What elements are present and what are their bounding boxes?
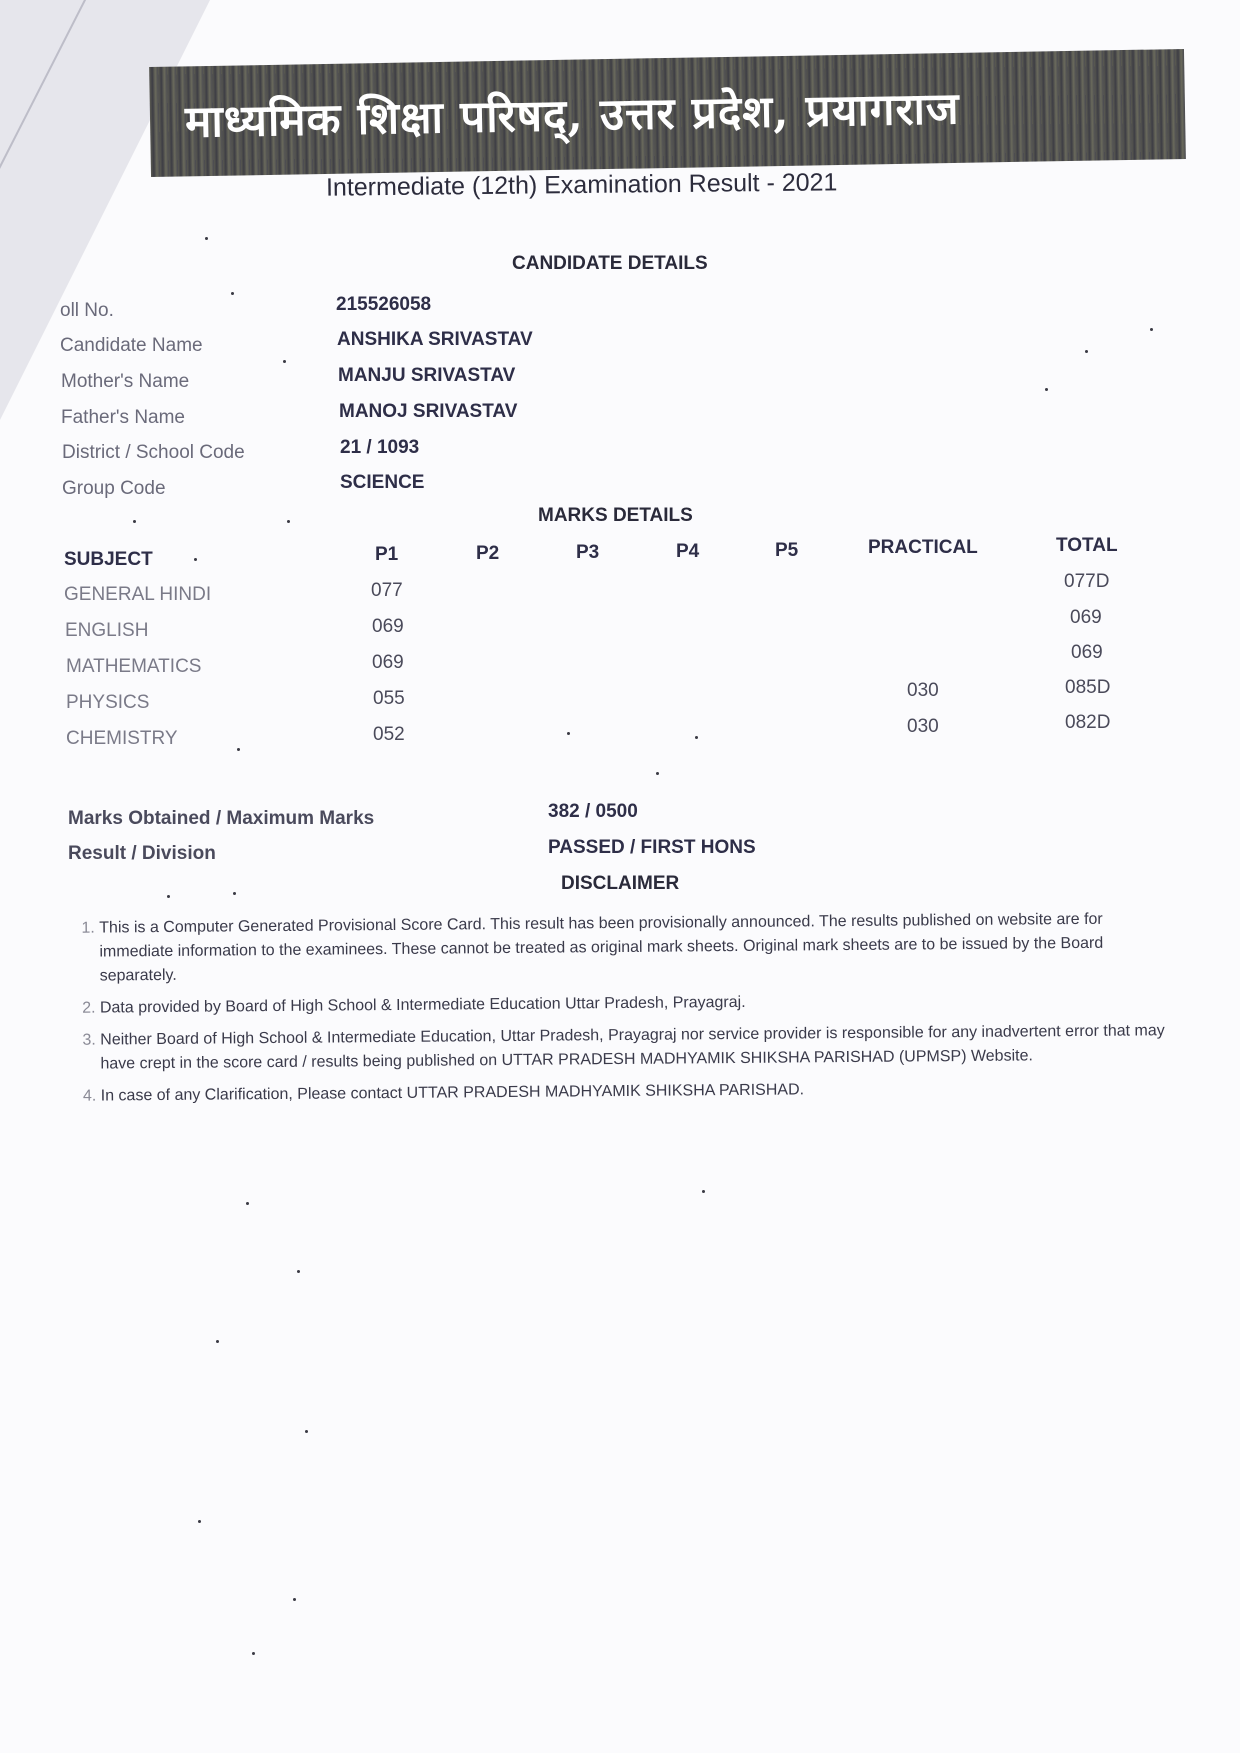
- header-p1: P1: [375, 544, 399, 565]
- row-physics-practical: 030: [907, 680, 939, 701]
- board-name-hindi: माध्यमिक शिक्षा परिषद्, उत्तर प्रदेश, प्रयागराज: [184, 83, 960, 148]
- marks-obtained-value: 382 / 0500: [548, 801, 638, 822]
- row-english-p1: 069: [372, 616, 404, 637]
- scan-speck: [1045, 388, 1048, 391]
- scan-speck: [194, 558, 197, 561]
- district-school-code-value: 21 / 1093: [340, 437, 420, 458]
- scan-speck: [216, 1340, 219, 1343]
- header-subject: SUBJECT: [64, 549, 153, 570]
- scan-speck: [1150, 328, 1153, 331]
- header-p4: P4: [676, 541, 700, 562]
- row-mathematics-p1: 069: [372, 652, 404, 673]
- header-p5: P5: [775, 540, 799, 561]
- group-code-label: Group Code: [62, 478, 166, 499]
- candidate-name-value: ANSHIKA SRIVASTAV: [337, 329, 533, 350]
- row-english-subject: ENGLISH: [65, 620, 149, 641]
- scan-speck: [252, 1652, 255, 1655]
- mother-name-value: MANJU SRIVASTAV: [338, 365, 516, 386]
- header-p2: P2: [476, 543, 500, 564]
- folded-corner: [0, 0, 210, 420]
- row-mathematics-subject: MATHEMATICS: [66, 656, 202, 677]
- district-school-code-label: District / School Code: [62, 442, 245, 463]
- candidate-name-label: Candidate Name: [60, 335, 203, 356]
- scan-speck: [205, 237, 208, 240]
- scan-speck: [297, 1270, 300, 1273]
- marks-details-title: MARKS DETAILS: [538, 505, 693, 526]
- row-chemistry-p1: 052: [373, 724, 405, 745]
- marks-obtained-label: Marks Obtained / Maximum Marks: [68, 808, 375, 829]
- scan-speck: [567, 732, 570, 735]
- father-name-label: Father's Name: [61, 407, 186, 428]
- disclaimer-item: 3. Neither Board of High School & Intermediate Education, Uttar Pradesh, Prayagraj nor service provider is responsible for any inadvertent error that may have crept in the score card / results being published on UTTAR PRADESH MADHYAMIK SHIKSHA PARISHAD (UPMSP) Website.: [100, 1019, 1167, 1076]
- exam-title: Intermediate (12th) Examination Result - 2021: [325, 168, 838, 202]
- scan-speck: [233, 892, 236, 895]
- disclaimer-title: DISCLAIMER: [561, 873, 680, 894]
- scan-speck: [237, 748, 240, 751]
- scan-speck: [133, 520, 136, 523]
- scan-speck: [656, 772, 659, 775]
- row-general-hindi-p1: 077: [371, 580, 403, 601]
- scan-speck: [167, 895, 170, 898]
- roll-no-value: 215526058: [336, 294, 432, 315]
- scan-speck: [702, 1190, 705, 1193]
- disclaimer-item: 4. In case of any Clarification, Please contact UTTAR PRADESH MADHYAMIK SHIKSHA PARISHAD.: [101, 1075, 1168, 1108]
- row-chemistry-subject: CHEMISTRY: [66, 728, 178, 749]
- roll-no-label: oll No.: [60, 300, 114, 321]
- scan-speck: [246, 1202, 249, 1205]
- scan-speck: [305, 1430, 308, 1433]
- scan-speck: [283, 360, 286, 363]
- scan-speck: [198, 1520, 201, 1523]
- disclaimer-item: 1. This is a Computer Generated Provisional Score Card. This result has been provisionally announced. The results published on website are for immediate information to the examinees. These cannot be treated as original mark sheets. Original mark sheets are to be issued by the Board separately.: [99, 907, 1167, 988]
- scan-speck: [695, 736, 698, 739]
- father-name-value: MANOJ SRIVASTAV: [339, 401, 518, 422]
- row-general-hindi-total: 077D: [1064, 571, 1110, 592]
- group-code-value: SCIENCE: [340, 472, 425, 493]
- disclaimer-list: [71, 907, 1168, 1117]
- scan-speck: [231, 292, 234, 295]
- mother-name-label: Mother's Name: [61, 371, 190, 392]
- header-p3: P3: [576, 542, 600, 563]
- header-total: TOTAL: [1056, 535, 1118, 556]
- row-english-total: 069: [1070, 607, 1102, 628]
- row-chemistry-practical: 030: [907, 716, 939, 737]
- row-chemistry-total: 082D: [1065, 712, 1111, 733]
- disclaimer-item: 2. Data provided by Board of High School & Intermediate Education Uttar Pradesh, Prayagraj.: [100, 987, 1167, 1020]
- result-division-label: Result / Division: [68, 843, 216, 864]
- result-division-value: PASSED / FIRST HONS: [548, 837, 756, 858]
- row-physics-p1: 055: [373, 688, 405, 709]
- candidate-details-title: CANDIDATE DETAILS: [512, 253, 708, 274]
- row-physics-total: 085D: [1065, 677, 1111, 698]
- scan-speck: [1085, 350, 1088, 353]
- row-physics-subject: PHYSICS: [66, 692, 150, 713]
- scan-speck: [287, 520, 290, 523]
- row-mathematics-total: 069: [1071, 642, 1103, 663]
- row-general-hindi-subject: GENERAL HINDI: [64, 584, 212, 605]
- scan-speck: [293, 1598, 296, 1601]
- header-practical: PRACTICAL: [868, 537, 978, 558]
